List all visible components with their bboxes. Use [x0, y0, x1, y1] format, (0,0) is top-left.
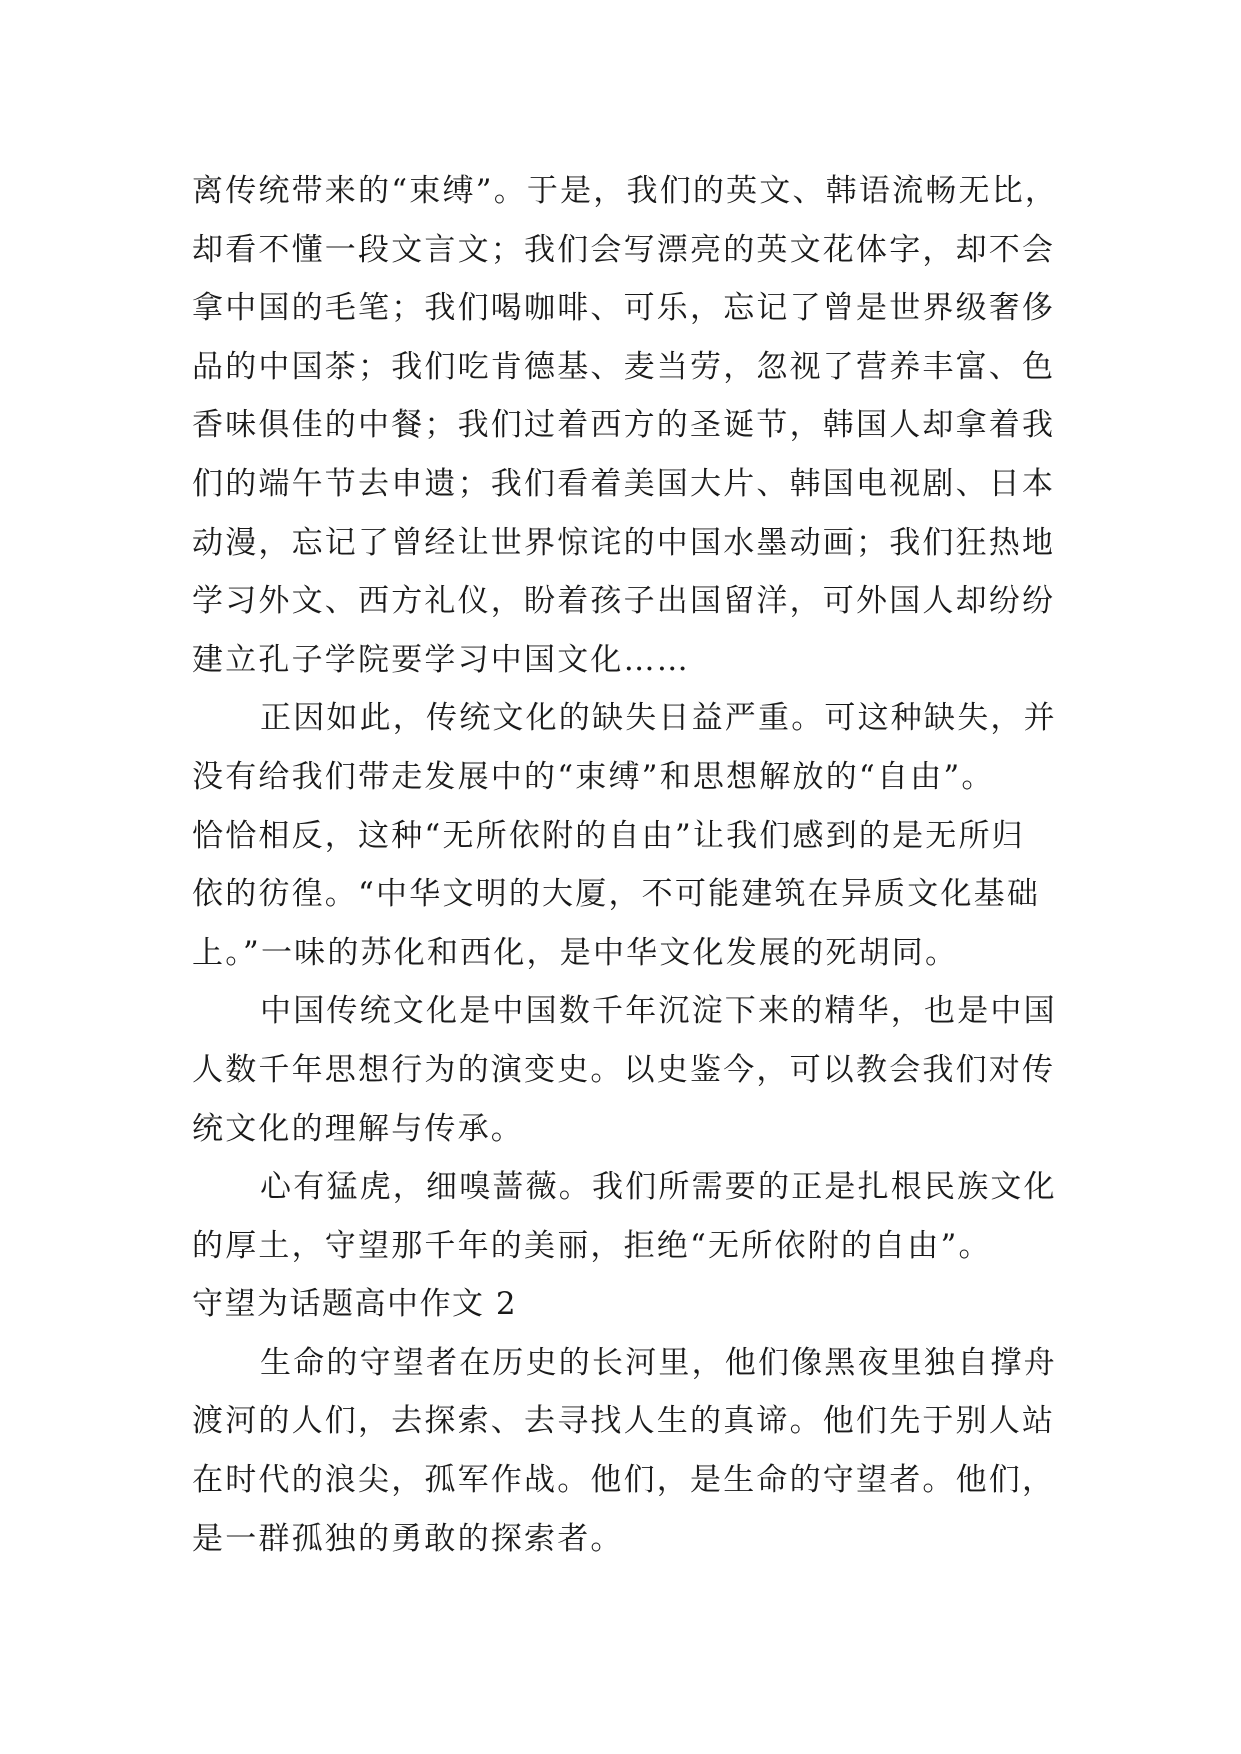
text-line: 动漫，忘记了曾经让世界惊诧的中国水墨动画；我们狂热地	[192, 524, 1056, 561]
text-line: 们的端午节去申遗；我们看着美国大片、韩国电视剧、日本	[192, 465, 1056, 502]
text-line: 在时代的浪尖，孤军作战。他们，是生命的守望者。他们，	[192, 1462, 1056, 1499]
text-line: 恰恰相反，这种“无所依附的自由”让我们感到的是无所归	[192, 817, 1025, 854]
text-line: 学习外文、西方礼仪，盼着孩子出国留洋，可外国人却纷纷	[192, 583, 1056, 620]
text-line: 依的彷徨。“中华文明的大厦，不可能建筑在异质文化基础	[192, 876, 1041, 913]
section-heading: 守望为话题高中作文 2	[192, 1286, 518, 1323]
text-line: 人数千年思想行为的演变史。以史鉴今，可以教会我们对传	[192, 1051, 1056, 1088]
text-line: 却看不懂一段文言文；我们会写漂亮的英文花体字，却不会	[192, 231, 1056, 268]
paragraph-start-line: 生命的守望者在历史的长河里，他们像黑夜里独自撑舟	[260, 1344, 1057, 1381]
paragraph-start-line: 中国传统文化是中国数千年沉淀下来的精华，也是中国	[260, 993, 1057, 1030]
paragraph-start-line: 正因如此，传统文化的缺失日益严重。可这种缺失，并	[260, 700, 1057, 737]
text-line: 上。”一味的苏化和西化，是中华文化发展的死胡同。	[192, 934, 959, 971]
text-line: 统文化的理解与传承。	[192, 1110, 524, 1147]
text-line: 是一群孤独的勇敢的探索者。	[192, 1520, 624, 1557]
document-body	[192, 162, 1059, 1568]
text-line: 香味俱佳的中餐；我们过着西方的圣诞节，韩国人却拿着我	[192, 407, 1056, 444]
text-line: 品的中国茶；我们吃肯德基、麦当劳，忽视了营养丰富、色	[192, 348, 1056, 385]
text-line: 离传统带来的“束缚”。于是，我们的英文、韩语流畅无比，	[192, 173, 1059, 209]
text-line: 渡河的人们，去探索、去寻找人生的真谛。他们先于别人站	[192, 1403, 1056, 1440]
text-line: 建立孔子学院要学习中国文化……	[192, 641, 690, 678]
text-line: 的厚土，守望那千年的美丽，拒绝“无所依附的自由”。	[192, 1227, 992, 1264]
paragraph-start-line: 心有猛虎，细嗅蔷薇。我们所需要的正是扎根民族文化	[260, 1169, 1057, 1206]
text-line: 拿中国的毛笔；我们喝咖啡、可乐，忘记了曾是世界级奢侈	[192, 290, 1056, 327]
text-line: 没有给我们带走发展中的“束缚”和思想解放的“自由”。	[192, 758, 995, 795]
